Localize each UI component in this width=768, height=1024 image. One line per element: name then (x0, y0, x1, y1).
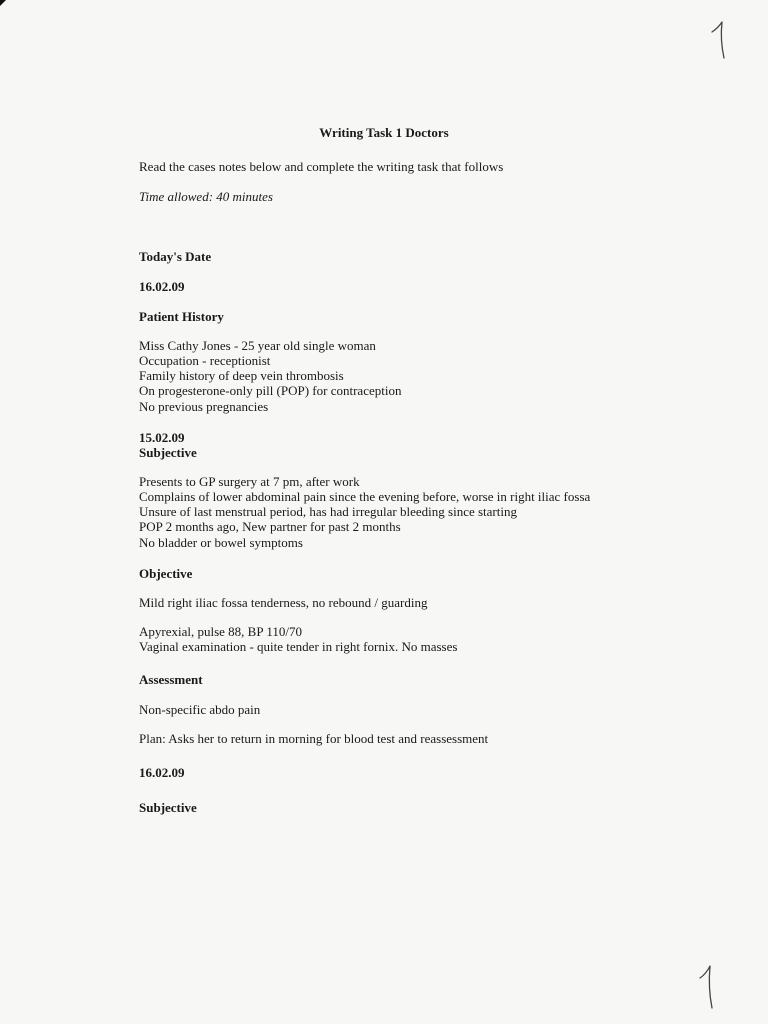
visit1-subjective-line: Presents to GP surgery at 7 pm, after work (139, 474, 360, 489)
visit1-subjective-line: Complains of lower abdominal pain since the evening before, worse in right iliac fossa (139, 489, 591, 504)
visit2-date: 16.02.09 (139, 765, 185, 780)
patient-history-heading: Patient History (139, 309, 224, 324)
visit2-subjective-heading: Subjective (139, 800, 197, 815)
visit1-objective-line: Vaginal examination - quite tender in right fornix. No masses (139, 639, 458, 654)
instructions-text: Read the cases notes below and complete the writing task that follows (139, 159, 504, 174)
visit1-objective-line: Apyrexial, pulse 88, BP 110/70 (139, 624, 302, 639)
todays-date-heading: Today's Date (139, 249, 212, 264)
scan-corner-mark-icon (0, 0, 6, 6)
visit1-subjective-line: POP 2 months ago, New partner for past 2 months (139, 519, 401, 534)
visit1-subjective-line: No bladder or bowel symptoms (139, 535, 303, 550)
patient-history-line: No previous pregnancies (139, 399, 269, 414)
visit1-subjective-line: Unsure of last menstrual period, has had irregular bleeding since starting (139, 504, 517, 519)
handwritten-1-icon (690, 950, 730, 1010)
visit1-plan-line: Plan: Asks her to return in morning for blood test and reassessment (139, 731, 489, 746)
visit1-date: 15.02.09 (139, 430, 185, 445)
document-title: Writing Task 1 Doctors (319, 125, 449, 140)
patient-history-line: On progesterone-only pill (POP) for contraception (139, 383, 402, 398)
visit1-subjective-heading: Subjective (139, 445, 197, 460)
visit1-objective-heading: Objective (139, 566, 193, 581)
visit1-assessment-heading: Assessment (139, 672, 203, 687)
patient-history-line: Miss Cathy Jones - 25 year old single woman (139, 338, 376, 353)
visit1-objective-line: Mild right iliac fossa tenderness, no rebound / guarding (139, 595, 428, 610)
handwritten-1-icon (700, 10, 740, 60)
time-allowed-text: Time allowed: 40 minutes (139, 189, 273, 204)
todays-date-value: 16.02.09 (139, 279, 185, 294)
patient-history-line: Occupation - receptionist (139, 353, 271, 368)
visit1-assessment-line: Non-specific abdo pain (139, 702, 261, 717)
patient-history-line: Family history of deep vein thrombosis (139, 368, 344, 383)
